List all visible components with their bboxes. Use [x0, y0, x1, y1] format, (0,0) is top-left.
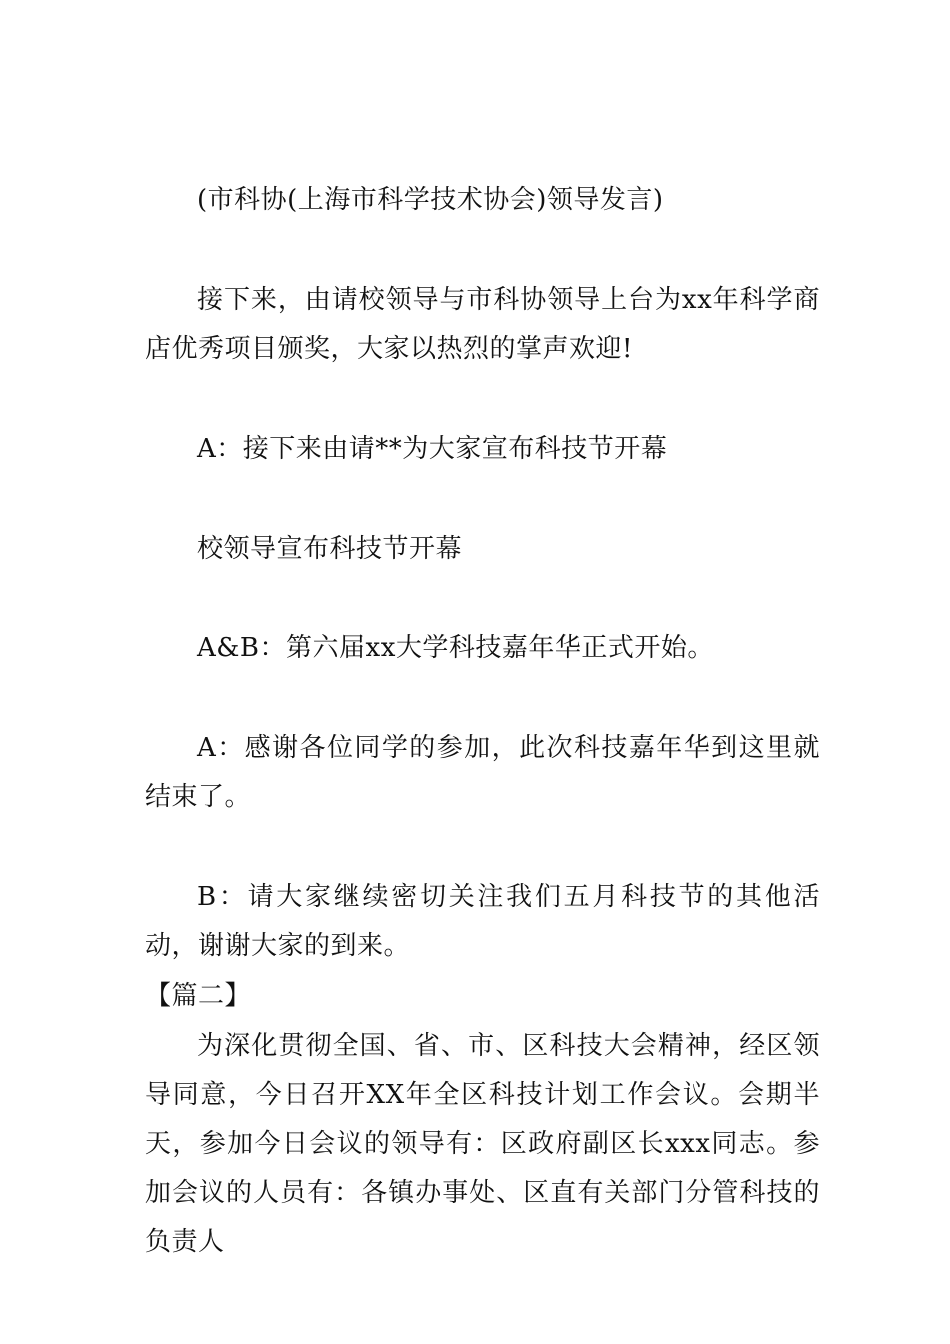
section-heading: 【篇二】	[145, 981, 252, 1011]
paragraph-leader-opening: 校领导宣布科技节开幕	[197, 534, 463, 564]
paragraph-host-ab-start: A&B：第六届xx大学科技嘉年华正式开始。	[197, 633, 714, 663]
paragraph-speech-note: (市科协(上海市科学技术协会)领导发言)	[197, 185, 664, 215]
paragraph-host-a-opening: A：接下来由请**为大家宣布科技节开幕	[197, 434, 668, 464]
paragraph-host-a-thanks: A：感谢各位同学的参加，此次科技嘉年华到这里就结束了。	[145, 733, 820, 812]
paragraph-host-b-closing: B：请大家继续密切关注我们五月科技节的其他活动，谢谢大家的到来。	[145, 882, 820, 961]
paragraph-meeting-intro: 为深化贯彻全国、省、市、区科技大会精神，经区领导同意，今日召开XX年全区科技计划工作会议。会期半天，参加今日会议的领导有：区政府副区长xxx同志。参加会议的人员有：各镇办事处、区直有关部门分管科技的负责人	[145, 1031, 820, 1257]
paragraph-award-announcement: 接下来，由请校领导与市科协领导上台为xx年科学商店优秀项目颁奖，大家以热烈的掌声欢迎!	[145, 285, 820, 364]
